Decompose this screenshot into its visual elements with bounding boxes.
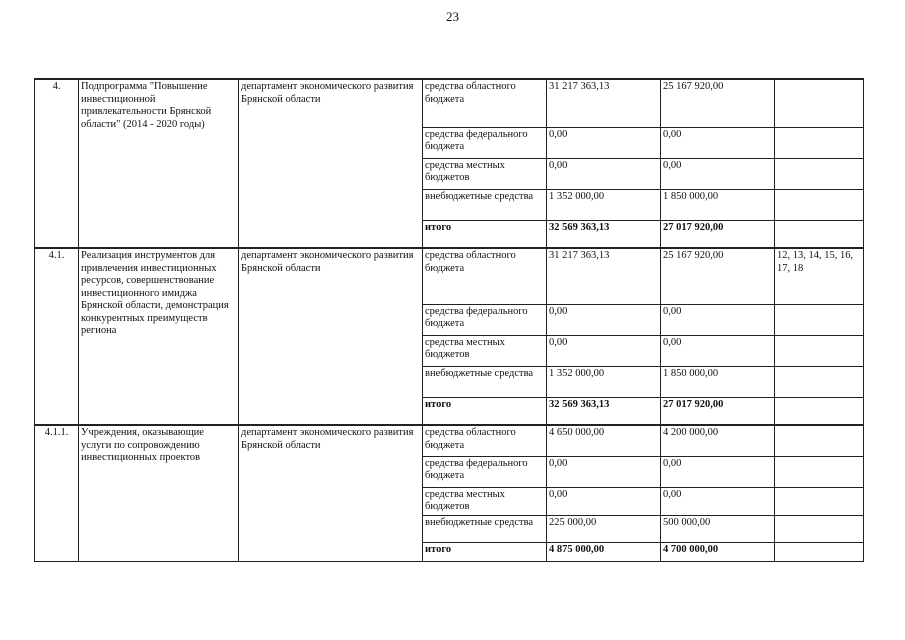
amount-col-1: 0,00 [547, 487, 661, 515]
amount-col-1: 31 217 363,13 [547, 248, 661, 304]
indicators-cell [775, 158, 864, 189]
funding-source: средства местных бюджетов [423, 487, 547, 515]
indicators-cell [775, 304, 864, 335]
funding-source: средства местных бюджетов [423, 158, 547, 189]
section-number: 4. [35, 79, 79, 248]
funding-source: итого [423, 397, 547, 425]
funding-source: итого [423, 220, 547, 248]
section-number: 4.1. [35, 248, 79, 425]
amount-col-2: 27 017 920,00 [661, 397, 775, 425]
amount-col-2: 0,00 [661, 158, 775, 189]
indicators-cell [775, 425, 864, 456]
funding-source: внебюджетные средства [423, 189, 547, 220]
table-body [35, 79, 864, 561]
section-executor: департамент экономического развития Брянской области [239, 79, 423, 248]
amount-col-1: 1 352 000,00 [547, 189, 661, 220]
table-row [35, 425, 864, 456]
amount-col-2: 0,00 [661, 304, 775, 335]
indicators-cell [775, 79, 864, 127]
page-number: 23 [446, 9, 459, 24]
funding-source: итого [423, 542, 547, 561]
indicators-cell [775, 189, 864, 220]
amount-col-2: 1 850 000,00 [661, 366, 775, 397]
indicators-cell [775, 127, 864, 158]
amount-col-2: 27 017 920,00 [661, 220, 775, 248]
indicators-cell: 12, 13, 14, 15, 16, 17, 18 [775, 248, 864, 304]
funding-source: средства федерального бюджета [423, 127, 547, 158]
indicators-cell [775, 397, 864, 425]
indicators-cell [775, 542, 864, 561]
section-executor: департамент экономического развития Брянской области [239, 425, 423, 561]
indicators-cell [775, 487, 864, 515]
amount-col-2: 4 700 000,00 [661, 542, 775, 561]
indicators-cell [775, 220, 864, 248]
section-name: Учреждения, оказывающие услуги по сопровождению инвестиционных проектов [79, 425, 239, 561]
amount-col-2: 500 000,00 [661, 515, 775, 542]
amount-col-1: 32 569 363,13 [547, 397, 661, 425]
amount-col-1: 1 352 000,00 [547, 366, 661, 397]
indicators-cell [775, 335, 864, 366]
indicators-cell [775, 366, 864, 397]
funding-source: средства областного бюджета [423, 248, 547, 304]
amount-col-2: 25 167 920,00 [661, 79, 775, 127]
indicators-cell [775, 456, 864, 487]
amount-col-2: 25 167 920,00 [661, 248, 775, 304]
indicators-cell [775, 515, 864, 542]
amount-col-2: 0,00 [661, 335, 775, 366]
section-name: Подпрограмма "Повышение инвестиционной привлекательности Брянской области" (2014 - 2020 годы) [79, 79, 239, 248]
amount-col-2: 0,00 [661, 127, 775, 158]
amount-col-1: 32 569 363,13 [547, 220, 661, 248]
amount-col-1: 0,00 [547, 456, 661, 487]
section-name: Реализация инструментов для привлечения инвестиционных ресурсов, совершенствование инвестиционного имиджа Брянской области, демонстрация конкурентных преимуществ региона [79, 248, 239, 425]
funding-source: средства федерального бюджета [423, 456, 547, 487]
table-row [35, 79, 864, 127]
amount-col-1: 4 650 000,00 [547, 425, 661, 456]
table-row [35, 248, 864, 304]
amount-col-1: 0,00 [547, 335, 661, 366]
amount-col-2: 0,00 [661, 456, 775, 487]
funding-source: средства областного бюджета [423, 425, 547, 456]
funding-source: внебюджетные средства [423, 366, 547, 397]
funding-source: средства федерального бюджета [423, 304, 547, 335]
amount-col-2: 4 200 000,00 [661, 425, 775, 456]
budget-table [34, 78, 864, 562]
section-number: 4.1.1. [35, 425, 79, 561]
funding-source: средства областного бюджета [423, 79, 547, 127]
funding-source: средства местных бюджетов [423, 335, 547, 366]
amount-col-1: 4 875 000,00 [547, 542, 661, 561]
amount-col-1: 0,00 [547, 158, 661, 189]
amount-col-2: 1 850 000,00 [661, 189, 775, 220]
amount-col-2: 0,00 [661, 487, 775, 515]
amount-col-1: 0,00 [547, 127, 661, 158]
amount-col-1: 0,00 [547, 304, 661, 335]
section-executor: департамент экономического развития Брянской области [239, 248, 423, 425]
funding-source: внебюджетные средства [423, 515, 547, 542]
amount-col-1: 31 217 363,13 [547, 79, 661, 127]
amount-col-1: 225 000,00 [547, 515, 661, 542]
